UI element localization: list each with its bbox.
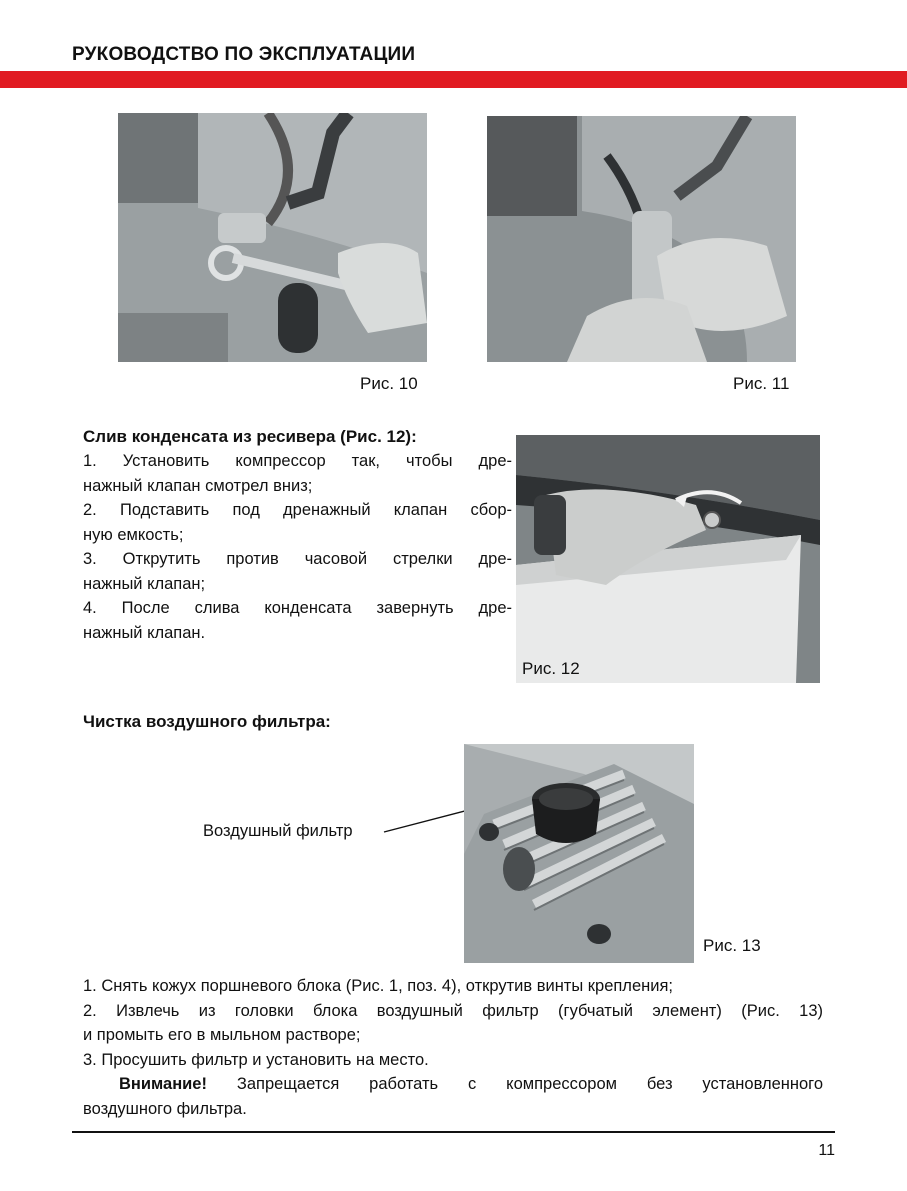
figure-13-caption: Рис. 13 xyxy=(703,936,761,955)
page-number: 11 xyxy=(818,1142,835,1159)
condensate-step-4-line-1: 4. После слива конденсата завернуть дре- xyxy=(83,599,512,617)
figure-10-caption: Рис. 10 xyxy=(360,374,418,393)
filter-warning xyxy=(83,1072,823,1097)
filter-step-2-line-1: 2. Извлечь из головки блока воздушный фильтр (губчатый элемент) (Рис. 13) xyxy=(83,1001,823,1020)
figure-11-photo xyxy=(487,116,796,362)
condensate-step-2 xyxy=(83,498,512,547)
condensate-step-2-line-2: ную емкость; xyxy=(83,525,184,544)
filter-warning-rest: воздушного фильтра. xyxy=(83,1099,247,1118)
filter-step-2-line-2: и промыть его в мыльном растворе; xyxy=(83,1026,361,1044)
condensate-step-4-line-2: нажный клапан. xyxy=(83,623,206,642)
filter-section-title: Чистка воздушного фильтра: xyxy=(83,712,331,731)
condensate-steps xyxy=(83,449,512,645)
condensate-step-3-line-2: нажный клапан; xyxy=(83,574,206,593)
filter-steps xyxy=(83,974,823,1121)
figure-11-caption: Рис. 11 xyxy=(733,374,790,393)
figure-12-photo xyxy=(516,435,820,683)
filter-warning-text: Запрещается работать с компрессором без установленного xyxy=(206,1075,823,1093)
condensate-step-3 xyxy=(83,547,512,596)
condensate-step-3-line-1: 3. Открутить против часовой стрелки дре- xyxy=(83,550,512,568)
filter-step-1: 1. Снять кожух поршневого блока (Рис. 1, поз. 4), открутив винты крепления; xyxy=(83,977,673,995)
figure-13-photo xyxy=(464,744,694,963)
footer-rule xyxy=(72,1131,835,1133)
page-header-title: РУКОВОДСТВО ПО ЭКСПЛУАТАЦИИ xyxy=(72,44,416,65)
header-red-bar xyxy=(0,71,907,88)
condensate-step-2-line-1: 2. Подставить под дренажный клапан сбор- xyxy=(83,501,512,519)
figure-12-caption: Рис. 12 xyxy=(522,659,580,678)
condensate-step-4 xyxy=(83,596,512,645)
condensate-step-1-line-2: нажный клапан смотрел вниз; xyxy=(83,476,313,495)
air-filter-callout-label: Воздушный фильтр xyxy=(203,822,353,840)
figure-10-photo xyxy=(118,113,427,362)
condensate-section-title: Слив конденсата из ресивера (Рис. 12): xyxy=(83,427,417,446)
filter-warning-label: Внимание! xyxy=(119,1075,207,1093)
condensate-step-1-line-1: 1. Установить компрессор так, чтобы дре- xyxy=(83,452,512,470)
condensate-step-1 xyxy=(83,449,512,498)
filter-step-3: 3. Просушить фильтр и установить на место. xyxy=(83,1050,429,1069)
